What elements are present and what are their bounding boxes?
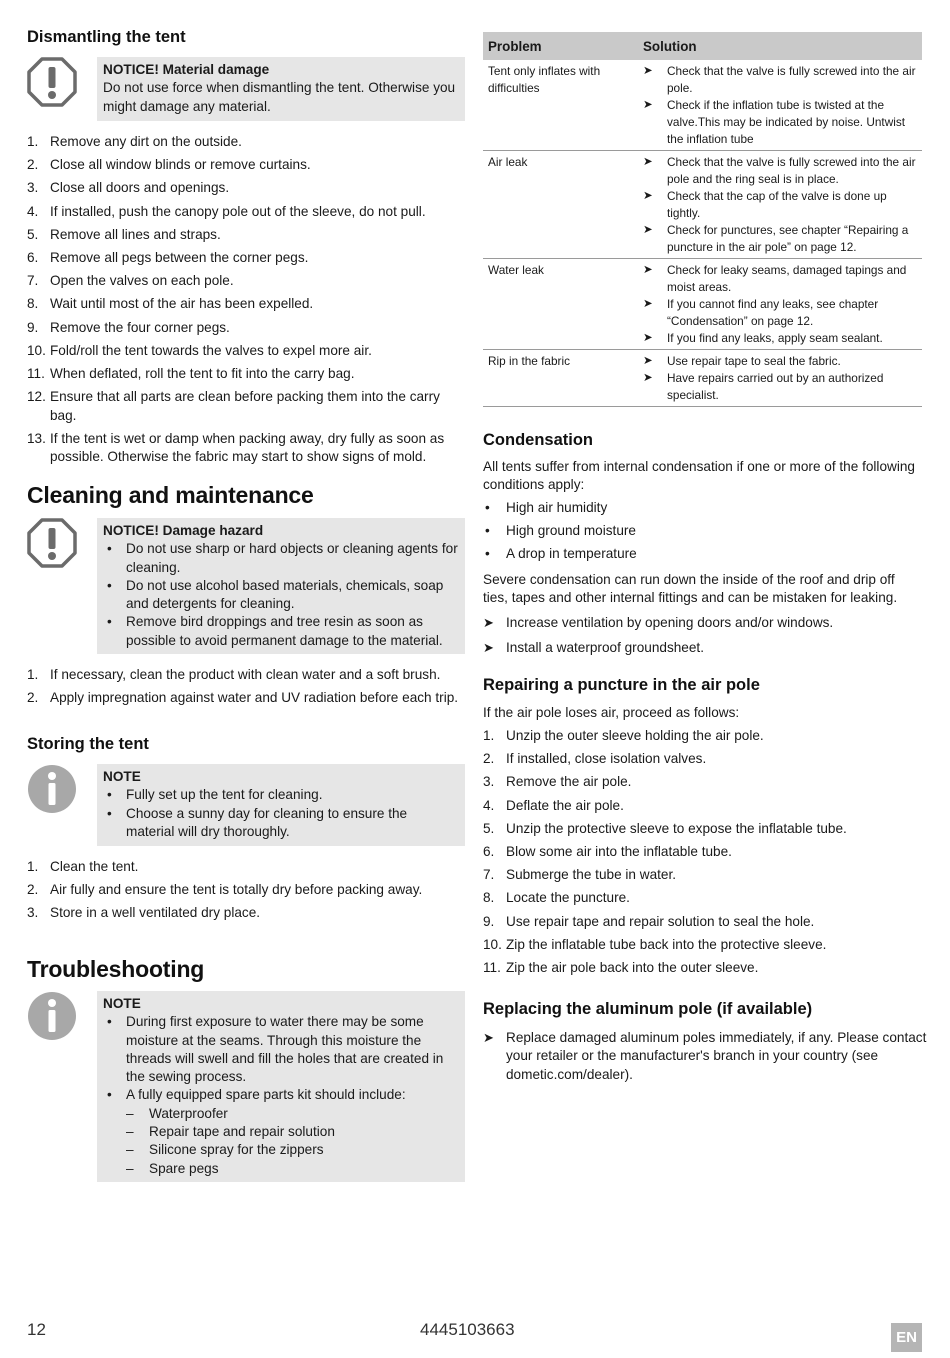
step-number: 8. — [27, 296, 39, 312]
note-list — [103, 786, 459, 841]
list-item — [483, 936, 922, 954]
list-item — [27, 388, 465, 425]
table-row — [483, 151, 922, 259]
step-number: 1. — [27, 134, 39, 149]
section-title-cleaning: Cleaning and maintenance — [27, 482, 314, 508]
notice-list — [103, 540, 459, 650]
step-text: Remove all lines and straps. — [50, 226, 221, 242]
note-box — [97, 764, 465, 846]
note-item-text: A fully equipped spare parts kit should include: — [126, 1087, 406, 1103]
step-number: 2. — [27, 882, 39, 898]
storing-steps — [27, 858, 465, 928]
solution-item — [643, 97, 917, 148]
step-number: 9. — [483, 913, 495, 929]
list-item — [483, 820, 922, 838]
condition-item: • High air humidity — [483, 499, 922, 517]
note-item: • Fully set up the tent for cleaning. — [103, 786, 459, 804]
step-text: Unzip the outer sleeve holding the air pole. — [506, 728, 764, 743]
condensation-conditions — [483, 499, 922, 569]
step-text: Open the valves on each pole. — [50, 273, 234, 289]
solution-item — [643, 222, 917, 256]
step-number: 2. — [27, 690, 39, 706]
step-number: 7. — [27, 273, 39, 289]
list-item — [27, 295, 465, 313]
list-item — [27, 858, 465, 876]
solution-item — [643, 63, 917, 97]
problem-cell: Air leak — [483, 151, 638, 259]
note-title: NOTE — [103, 769, 141, 784]
notice-damage-hazard — [27, 518, 465, 654]
exclamation-octagon-icon — [27, 57, 77, 107]
step-text: Remove the air pole. — [506, 774, 632, 790]
step-number: 5. — [483, 820, 495, 836]
aluminum-instruction — [483, 1029, 945, 1084]
notice-item: • Do not use alcohol based materials, chemicals, soap and detergents for cleaning. — [103, 577, 459, 614]
dismantling-steps — [27, 133, 465, 471]
list-item — [483, 750, 922, 768]
solution-item — [643, 370, 917, 404]
note-troubleshooting — [27, 991, 465, 1182]
arrow-icon: ➤ — [643, 264, 653, 276]
step-text: When deflated, roll the tent to fit into the carry bag. — [50, 366, 355, 382]
list-item — [27, 666, 465, 684]
condensation-paragraph: Severe condensation can run down the inside of the roof and drip off ties, tapes and other internal fittings and can be mistaken for leaking. — [483, 572, 898, 606]
arrow-icon: ➤ — [483, 1030, 494, 1045]
step-text: If installed, push the canopy pole out of the sleeve, do not pull. — [50, 203, 426, 219]
list-item — [483, 889, 922, 907]
solution-text: Check that the cap of the valve is done up tightly. — [667, 189, 887, 220]
action-text: Install a waterproof groundsheet. — [506, 639, 704, 655]
solution-cell — [638, 60, 922, 151]
step-number: 4. — [483, 797, 495, 813]
solution-text: Use repair tape to seal the fabric. — [667, 354, 841, 368]
solution-item — [643, 154, 917, 188]
step-text: Deflate the air pole. — [506, 797, 624, 813]
list-item — [27, 342, 465, 360]
arrow-icon: ➤ — [643, 332, 653, 344]
step-text: Blow some air into the inflatable tube. — [506, 844, 732, 860]
step-text: Remove any dirt on the outside. — [50, 134, 242, 149]
step-number: 10. — [483, 936, 502, 952]
notice-item: • Do not use sharp or hard objects or cleaning agents for cleaning. — [103, 540, 459, 577]
step-text: Clean the tent. — [50, 859, 139, 874]
step-number: 11. — [483, 960, 501, 976]
notice-material-damage — [27, 57, 465, 121]
step-number: 1. — [27, 667, 39, 682]
kit-item: – Silicone spray for the zippers — [126, 1141, 459, 1159]
column-header-solution: Solution — [638, 32, 922, 60]
section-title-storing: Storing the tent — [27, 735, 149, 753]
step-number: 10. — [27, 342, 46, 358]
step-text: Close all doors and openings. — [50, 180, 230, 196]
solution-text: If you find any leaks, apply seam sealant. — [667, 331, 883, 345]
step-number: 6. — [27, 250, 39, 266]
list-item — [27, 365, 465, 383]
list-item — [27, 249, 465, 267]
step-text: Remove all pegs between the corner pegs. — [50, 250, 309, 266]
step-number: 3. — [483, 774, 495, 790]
info-circle-icon — [27, 764, 77, 814]
step-number: 5. — [27, 226, 39, 242]
step-number: 8. — [483, 890, 495, 906]
step-text: Locate the puncture. — [506, 890, 630, 906]
step-text: Apply impregnation against water and UV radiation before each trip. — [50, 690, 459, 706]
step-number: 3. — [27, 180, 39, 196]
section-title-dismantling: Dismantling the tent — [27, 28, 186, 46]
step-number: 13. — [27, 430, 46, 446]
arrow-icon: ➤ — [643, 298, 653, 310]
solution-item — [643, 296, 917, 330]
step-number: 1. — [483, 728, 495, 743]
note-item: • During first exposure to water there may be some moisture at the seams. Through this moisture the threads will swell and fill the holes that are created in the sewing process. — [103, 1013, 459, 1086]
list-item — [27, 904, 465, 922]
step-number: 9. — [27, 319, 39, 335]
kit-list — [126, 1105, 459, 1178]
list-item — [27, 430, 465, 467]
aluminum-text: Replace damaged aluminum poles immediately, if any. Please contact your retailer or the manufacturer's branch in your country (see dometic.com/dealer). — [506, 1030, 927, 1082]
document-number: 4445103663 — [420, 1320, 515, 1339]
solution-item — [643, 330, 917, 347]
section-title-troubleshooting: Troubleshooting — [27, 956, 205, 982]
section-title-condensation: Condensation — [483, 431, 593, 449]
condensation-intro: All tents suffer from internal condensation if one or more of the following conditions apply: — [483, 459, 915, 493]
list-item — [27, 133, 465, 151]
kit-item: – Spare pegs — [126, 1160, 459, 1178]
note-box — [97, 991, 465, 1182]
step-text: Submerge the tube in water. — [506, 867, 677, 883]
kit-item: – Repair tape and repair solution — [126, 1123, 459, 1141]
action-text: Increase ventilation by opening doors and/or windows. — [506, 615, 834, 630]
table-header-row — [483, 32, 922, 60]
step-text: If the tent is wet or damp when packing away, dry fully as soon as possible. Otherwise the fabric may start to show signs of mold. — [50, 430, 445, 465]
step-text: Ensure that all parts are clean before packing them into the carry bag. — [50, 389, 440, 423]
step-text: Close all window blinds or remove curtains. — [50, 157, 311, 173]
solution-cell — [638, 259, 922, 350]
step-text: If installed, close isolation valves. — [506, 751, 707, 767]
solution-text: Check that the valve is fully screwed into the air pole and the ring seal is in place. — [667, 155, 916, 186]
condensation-actions — [483, 614, 922, 664]
problem-cell: Rip in the fabric — [483, 350, 638, 407]
solution-cell — [638, 151, 922, 259]
list-item — [27, 226, 465, 244]
solution-text: Check for punctures, see chapter “Repairing a puncture in the air pole” on page 12. — [667, 223, 909, 254]
list-item — [27, 689, 465, 707]
kit-item: – Waterproofer — [126, 1105, 459, 1123]
exclamation-octagon-icon — [27, 518, 77, 568]
list-item — [483, 773, 922, 791]
note-list — [103, 1013, 459, 1178]
info-circle-icon — [27, 991, 77, 1041]
arrow-icon: ➤ — [643, 156, 653, 168]
step-text: Air fully and ensure the tent is totally dry before packing away. — [50, 882, 423, 898]
step-number: 2. — [27, 157, 39, 173]
solution-item — [643, 188, 917, 222]
language-badge: EN — [891, 1323, 922, 1352]
action-item — [483, 614, 922, 632]
repair-intro: If the air pole loses air, proceed as follows: — [483, 705, 740, 720]
note-item — [103, 1086, 459, 1177]
notice-box — [97, 57, 465, 121]
notice-title: NOTICE! Material damage — [103, 62, 270, 77]
list-item — [27, 881, 465, 899]
list-item — [483, 797, 922, 815]
list-item — [483, 866, 922, 884]
table-row — [483, 350, 922, 407]
step-text: Zip the air pole back into the outer sleeve. — [506, 960, 759, 976]
table-row — [483, 259, 922, 350]
list-item — [483, 727, 922, 745]
notice-text: Do not use force when dismantling the tent. Otherwise you might damage any material. — [103, 80, 456, 114]
action-item — [483, 639, 922, 657]
note-title: NOTE — [103, 996, 141, 1011]
arrow-icon: ➤ — [483, 639, 494, 655]
step-number: 2. — [483, 751, 495, 767]
arrow-icon: ➤ — [643, 224, 653, 236]
repair-steps — [483, 727, 922, 982]
step-text: If necessary, clean the product with clean water and a soft brush. — [50, 667, 441, 682]
solution-text: Check that the valve is fully screwed into the air pole. — [667, 64, 916, 95]
list-item — [27, 156, 465, 174]
arrow-icon: ➤ — [643, 65, 653, 77]
list-item — [483, 843, 922, 861]
step-number: 7. — [483, 867, 495, 883]
solution-cell — [638, 350, 922, 407]
note-item: • Choose a sunny day for cleaning to ensure the material will dry thoroughly. — [103, 805, 459, 842]
step-text: Fold/roll the tent towards the valves to expel more air. — [50, 342, 372, 358]
list-item — [27, 179, 465, 197]
column-header-problem: Problem — [483, 32, 638, 60]
solution-item — [643, 262, 917, 296]
step-number: 6. — [483, 844, 495, 860]
condition-item: • A drop in temperature — [483, 545, 922, 563]
section-title-repair: Repairing a puncture in the air pole — [483, 676, 760, 694]
problem-cell: Water leak — [483, 259, 638, 350]
step-text: Store in a well ventilated dry place. — [50, 905, 261, 921]
list-item — [27, 319, 465, 337]
step-number: 1. — [27, 859, 39, 874]
step-text: Zip the inflatable tube back into the protective sleeve. — [506, 936, 827, 952]
notice-item: • Remove bird droppings and tree resin as soon as possible to avoid permanent damage to the material. — [103, 613, 459, 650]
arrow-icon: ➤ — [643, 99, 653, 111]
step-text: Remove the four corner pegs. — [50, 319, 230, 335]
arrow-icon: ➤ — [643, 355, 653, 367]
step-number: 11. — [27, 366, 45, 382]
troubleshooting-table — [483, 32, 922, 407]
list-item — [483, 959, 922, 977]
step-number: 4. — [27, 203, 39, 219]
cleaning-steps — [27, 666, 465, 712]
solution-text: Have repairs carried out by an authorized specialist. — [667, 371, 884, 402]
problem-cell: Tent only inflates with difficulties — [483, 60, 638, 151]
step-text: Use repair tape and repair solution to seal the hole. — [506, 913, 815, 929]
page-number: 12 — [27, 1320, 46, 1339]
solution-text: Check if the inflation tube is twisted at the valve.This may be indicated by noise. Untwist the inflation tube — [667, 98, 906, 146]
notice-title: NOTICE! Damage hazard — [103, 523, 264, 538]
solution-item — [643, 353, 917, 370]
list-item — [27, 203, 465, 221]
solution-text: Check for leaky seams, damaged tapings and moist areas. — [667, 263, 907, 294]
condition-item: • High ground moisture — [483, 522, 922, 540]
list-item — [483, 913, 922, 931]
step-text: Wait until most of the air has been expelled. — [50, 296, 314, 312]
arrow-icon: ➤ — [483, 615, 494, 630]
notice-box — [97, 518, 465, 654]
list-item — [27, 272, 465, 290]
step-number: 12. — [27, 389, 46, 405]
table-row — [483, 60, 922, 151]
solution-text: If you cannot find any leaks, see chapter “Condensation” on page 12. — [667, 297, 879, 328]
arrow-icon: ➤ — [643, 190, 653, 202]
step-text: Unzip the protective sleeve to expose the inflatable tube. — [506, 820, 847, 836]
arrow-icon: ➤ — [643, 372, 653, 384]
note-storing — [27, 764, 465, 846]
step-number: 3. — [27, 905, 39, 921]
section-title-aluminum: Replacing the aluminum pole (if available) — [483, 1000, 813, 1018]
